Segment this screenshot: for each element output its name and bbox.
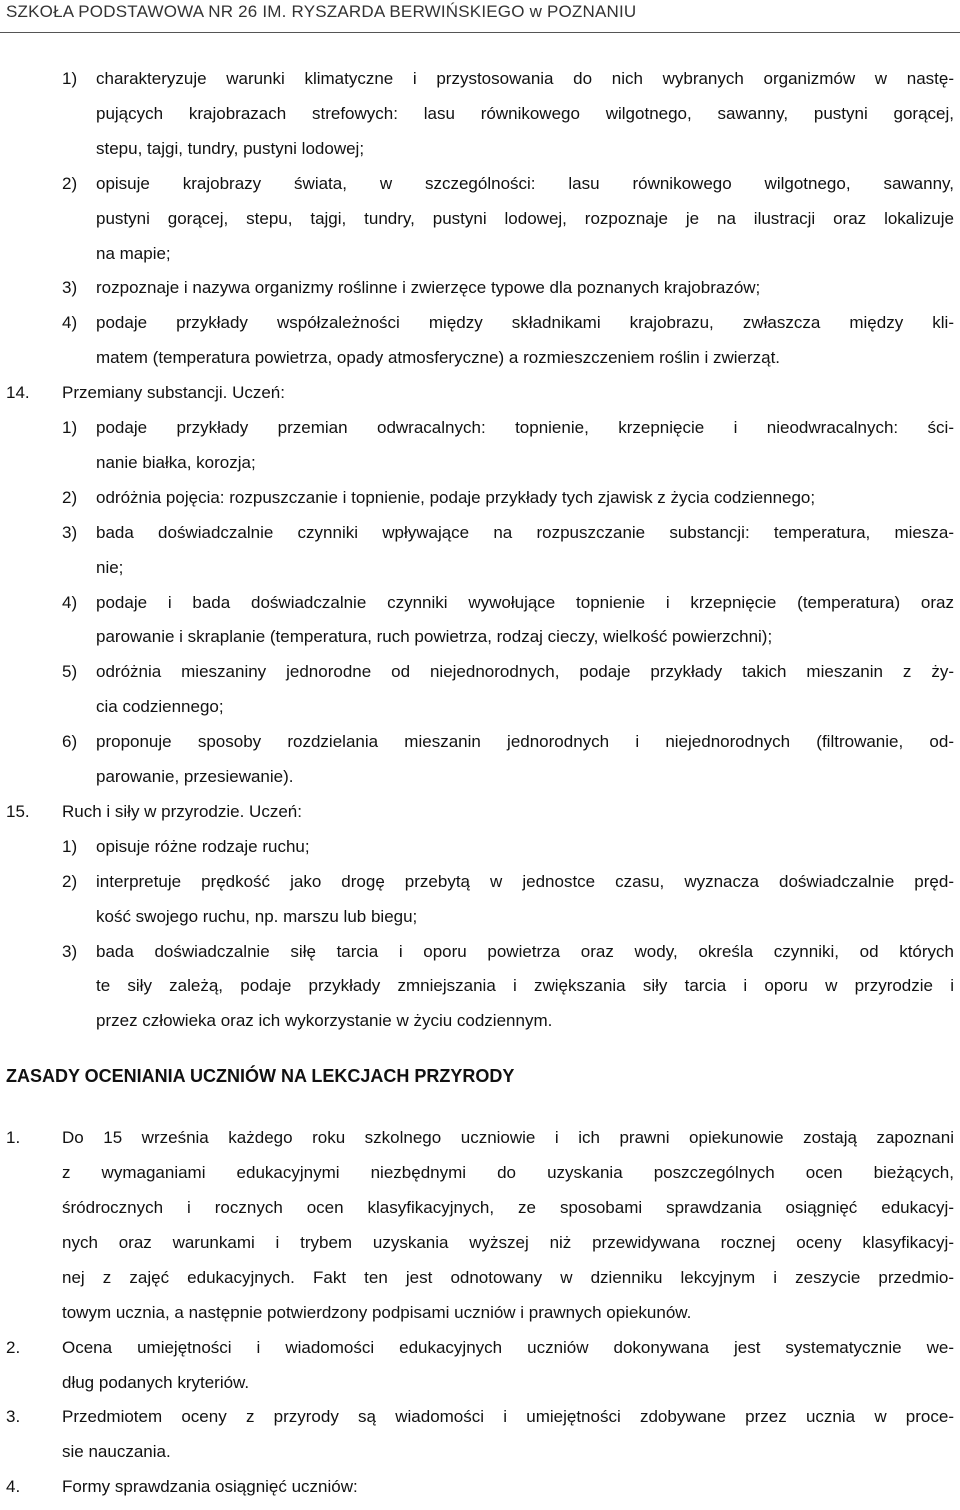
school-name-header: SZKOŁA PODSTAWOWA NR 26 IM. RYSZARDA BERWIŃSKIEGO w POZNANIU bbox=[6, 2, 637, 21]
section14-item-text-line: parowanie, przesiewanie). bbox=[96, 767, 294, 786]
section14-item-marker: 5) bbox=[62, 662, 78, 682]
section13-item-text-line: pujących krajobrazach strefowych: lasu równikowego wilgotnego, sawanny, pustyni gorącej, bbox=[96, 103, 954, 123]
section15-item-marker: 2) bbox=[62, 871, 78, 891]
section13-item-marker: 3) bbox=[62, 278, 78, 298]
grading-rule-text-line: Do 15 września każdego roku szkolnego uczniowie i ich prawni opiekunowie zostają zapoznani bbox=[62, 1128, 954, 1148]
section15-item-text-line: opisuje różne rodzaje ruchu; bbox=[96, 836, 310, 856]
section14-item-text-line: podaje i bada doświadczalnie czynniki wywołujące topnienie i krzepnięcie (temperatura) oraz bbox=[96, 592, 954, 612]
grading-rule-text-line: nych oraz warunkami i trybem uzyskania wyższej niż przewidywana rocznej oceny klasyfikacyj- bbox=[62, 1232, 954, 1252]
section13-item-marker: 2) bbox=[62, 173, 78, 193]
section14-item-text-line: nie; bbox=[96, 557, 124, 577]
section14-item-marker: 3) bbox=[62, 522, 78, 542]
section14-item-marker: 1) bbox=[62, 418, 78, 437]
grading-rule-text-line: sie nauczania. bbox=[62, 1442, 171, 1462]
section13-item-text-line: stepu, tajgi, tundry, pustyni lodowej; bbox=[96, 138, 365, 158]
grading-rule-marker: 4. bbox=[6, 1477, 21, 1497]
section14-item-text-line: odróżnia pojęcia: rozpuszczanie i topnienie, podaje przykłady tych zjawisk z życia codziennego; bbox=[96, 487, 816, 507]
section13-item-text-line: podaje przykłady współzależności między składnikami krajobrazu, zwłaszcza między kli- bbox=[96, 313, 954, 333]
section14-title: Przemiany substancji. Uczeń: bbox=[62, 383, 285, 403]
section13-item-text-line: rozpoznaje i nazywa organizmy roślinne i zwierzęce typowe dla poznanych krajobrazów; bbox=[96, 278, 761, 298]
section15-item-text-line: przez człowieka oraz ich wykorzystanie w życiu codziennym. bbox=[96, 1011, 553, 1031]
section14-item-text-line: parowanie i skraplanie (temperatura, ruch powietrza, rodzaj cieczy, wielkość powierzchni); bbox=[96, 627, 773, 647]
section14-item-marker: 6) bbox=[62, 732, 78, 752]
grading-rule-marker: 2. bbox=[6, 1337, 21, 1357]
section13-item-marker: 4) bbox=[62, 313, 78, 333]
section14-item-text-line: cia codziennego; bbox=[96, 697, 224, 717]
section14-number: 14. bbox=[6, 383, 30, 403]
section15-item-text-line: kość swojego ruchu, np. marszu lub biegu; bbox=[96, 906, 418, 926]
grading-rule-text-line: z wymaganiami edukacyjnymi niezbędnymi do uzyskania poszczególnych ocen bieżących, bbox=[62, 1163, 954, 1183]
section13-item-text-line: charakteryzuje warunki klimatyczne i przystosowania do nich wybranych organizmów w nastę- bbox=[96, 69, 954, 88]
grading-rule-text-line: śródrocznych i rocznych ocen klasyfikacyjnych, ze sposobami sprawdzania osiągnięć edukacyj- bbox=[62, 1198, 954, 1217]
section14-item-marker: 4) bbox=[62, 592, 78, 612]
section14-item-text-line: bada doświadczalnie czynniki wpływające na rozpuszczanie substancji: temperatura, miesza- bbox=[96, 522, 954, 542]
grading-rule-text-line: towym ucznia, a następnie potwierdzony podpisami uczniów i prawnych opiekunów. bbox=[62, 1302, 692, 1322]
section15-item-marker: 3) bbox=[62, 941, 78, 961]
section15-number: 15. bbox=[6, 801, 30, 821]
grading-rule-text-line: Formy sprawdzania osiągnięć uczniów: bbox=[62, 1477, 358, 1497]
section13-item-text-line: opisuje krajobrazy świata, w szczególności: lasu równikowego wilgotnego, sawanny, bbox=[96, 173, 954, 193]
section14-item-marker: 2) bbox=[62, 487, 78, 507]
section14-item-text-line: nanie białka, korozja; bbox=[96, 452, 256, 472]
grading-rule-text-line: nej z zajęć edukacyjnych. Fakt ten jest odnotowany w dzienniku lekcyjnym i zeszycie przedmio- bbox=[62, 1267, 954, 1287]
section14-item-text-line: podaje przykłady przemian odwracalnych: topnienie, krzepnięcie i nieodwracalnych: ści- bbox=[96, 418, 954, 437]
grading-rule-marker: 3. bbox=[6, 1407, 21, 1427]
section15-item-text-line: te siły zależą, podaje przykłady zmniejszania i zwiększania siły tarcia i oporu w przyrodzie i bbox=[96, 976, 954, 996]
section13-item-text-line: matem (temperatura powietrza, opady atmosferyczne) a rozmieszczeniem roślin i zwierząt. bbox=[96, 348, 781, 368]
section15-item-text-line: bada doświadczalnie siłę tarcia i oporu powietrza oraz wody, określa czynniki, od których bbox=[96, 941, 954, 961]
section13-item-marker: 1) bbox=[62, 69, 78, 88]
grading-rules-heading: ZASADY OCENIANIA UCZNIÓW NA LEKCJACH PRZYRODY bbox=[6, 1066, 515, 1087]
grading-rule-text-line: Przedmiotem oceny z przyrody są wiadomości i umiejętności zdobywane przez ucznia w proce- bbox=[62, 1407, 954, 1427]
grading-rule-text-line: dług podanych kryteriów. bbox=[62, 1372, 250, 1392]
grading-rule-text-line: Ocena umiejętności i wiadomości edukacyjnych uczniów dokonywana jest systematycznie we- bbox=[62, 1337, 954, 1357]
section13-item-text-line: na mapie; bbox=[96, 243, 171, 263]
section13-item-text-line: pustyni gorącej, stepu, tajgi, tundry, pustyni lodowej, rozpoznaje je na ilustracji oraz lokalizuje bbox=[96, 208, 954, 228]
grading-rule-marker: 1. bbox=[6, 1128, 21, 1148]
section15-item-marker: 1) bbox=[62, 836, 78, 856]
section15-title: Ruch i siły w przyrodzie. Uczeń: bbox=[62, 801, 302, 821]
section15-item-text-line: interpretuje prędkość jako drogę przebytą w jednostce czasu, wyznacza doświadczalnie pręd- bbox=[96, 871, 954, 891]
section14-item-text-line: proponuje sposoby rozdzielania mieszanin jednorodnych i niejednorodnych (filtrowanie, od- bbox=[96, 732, 954, 752]
section14-item-text-line: odróżnia mieszaniny jednorodne od niejednorodnych, podaje przykłady takich mieszanin z ży- bbox=[96, 662, 954, 682]
page-header bbox=[0, 0, 960, 33]
